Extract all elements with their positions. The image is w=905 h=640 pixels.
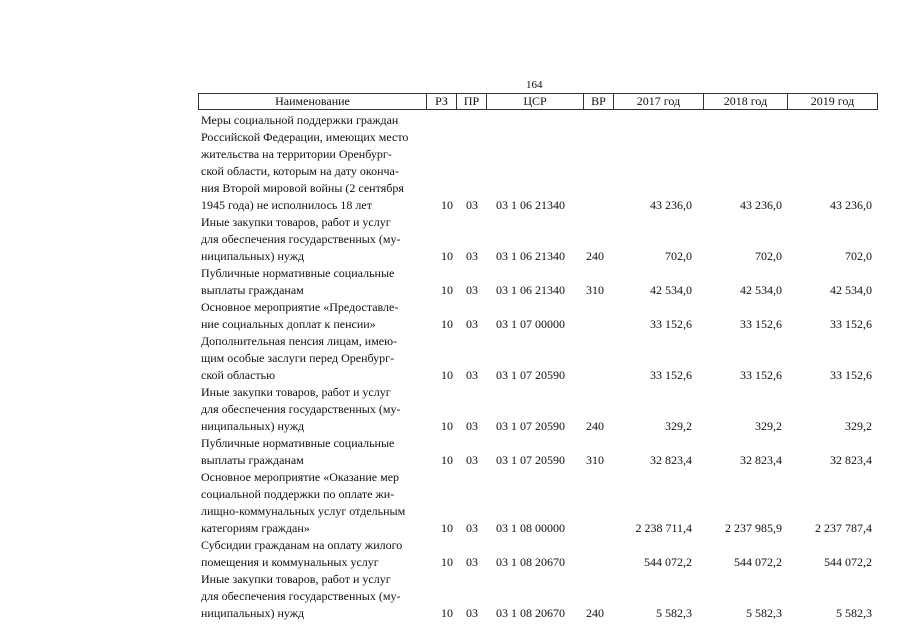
row-name: [201, 384, 427, 435]
header-2019: 2019 год: [810, 94, 855, 108]
row-name: [201, 571, 427, 622]
row-2019: 32 823,4: [830, 453, 872, 467]
row-2017: 33 152,6: [650, 368, 692, 382]
row-2018: 329,2: [755, 419, 782, 433]
row-2018: 2 237 985,9: [725, 521, 782, 535]
row-rz: 10: [441, 249, 453, 263]
row-csr: 03 1 08 20670: [496, 606, 565, 620]
header-name: Наименование: [199, 94, 427, 109]
row-csr: 03 1 06 21340: [496, 283, 565, 297]
row-csr: 03 1 07 20590: [496, 419, 565, 433]
row-name: [201, 214, 427, 265]
row-rz: 10: [441, 198, 453, 212]
row-rz: 10: [441, 521, 453, 535]
row-name-line: категориям граждан»: [201, 521, 310, 535]
row-pr: 03: [466, 555, 478, 569]
row-2017: 32 823,4: [650, 453, 692, 467]
row-2018: 5 582,3: [746, 606, 782, 620]
row-name-line: Иные закупки товаров, работ и услуг: [201, 215, 391, 229]
row-2018: 42 534,0: [740, 283, 782, 297]
row-vr: 310: [586, 283, 604, 297]
header-pr: ПР: [457, 94, 487, 109]
table-row: [0, 112, 905, 214]
row-name-line: ниципальных) нужд: [201, 249, 305, 263]
row-2019: 544 072,2: [824, 555, 872, 569]
row-name-line: Публичные нормативные социальные: [201, 436, 395, 450]
row-name-line: ниципальных) нужд: [201, 606, 305, 620]
row-2019: 43 236,0: [830, 198, 872, 212]
row-csr: 03 1 08 20670: [496, 555, 565, 569]
table-row: [0, 571, 905, 622]
row-name-line: выплаты гражданам: [201, 283, 304, 297]
header-csr: ЦСР: [487, 94, 584, 109]
row-2017: 702,0: [665, 249, 692, 263]
row-csr: 03 1 07 00000: [496, 317, 565, 331]
row-2017: 43 236,0: [650, 198, 692, 212]
header-rz: РЗ: [427, 94, 457, 109]
row-name-line: для обеспечения государственных (му-: [201, 232, 401, 246]
row-name: [201, 299, 427, 333]
row-name-line: Иные закупки товаров, работ и услуг: [201, 572, 391, 586]
table-row: [0, 265, 905, 299]
row-pr: 03: [466, 419, 478, 433]
row-name: [201, 333, 427, 384]
row-name-line: ние социальных доплат к пенсии»: [201, 317, 376, 331]
row-2019: 329,2: [845, 419, 872, 433]
row-2018: 702,0: [755, 249, 782, 263]
row-2017: 33 152,6: [650, 317, 692, 331]
row-pr: 03: [466, 283, 478, 297]
row-2017: 544 072,2: [644, 555, 692, 569]
row-vr: 240: [586, 249, 604, 263]
row-name-line: Основное мероприятие «Оказание мер: [201, 470, 400, 484]
row-name-line: ской области, которым на дату оконча-: [201, 164, 399, 178]
row-name-line: ской областью: [201, 368, 276, 382]
row-pr: 03: [466, 521, 478, 535]
table-row: [0, 299, 905, 333]
row-2017: 42 534,0: [650, 283, 692, 297]
row-vr: 240: [586, 606, 604, 620]
row-name: [201, 435, 427, 469]
row-pr: 03: [466, 453, 478, 467]
row-rz: 10: [441, 555, 453, 569]
row-2017: 2 238 711,4: [635, 521, 692, 535]
row-rz: 10: [441, 606, 453, 620]
row-rz: 10: [441, 317, 453, 331]
row-2017: 329,2: [665, 419, 692, 433]
row-2019: 42 534,0: [830, 283, 872, 297]
row-name-line: лищно-коммунальных услуг отдельным: [201, 504, 406, 518]
header-2018: 2018 год: [704, 94, 788, 109]
row-name-line: 1945 года) не исполнилось 18 лет: [201, 198, 372, 212]
row-name: [201, 469, 427, 537]
row-name-line: жительства на территории Оренбург-: [201, 147, 392, 161]
row-name-line: ниципальных) нужд: [201, 419, 305, 433]
row-pr: 03: [466, 198, 478, 212]
row-rz: 10: [441, 368, 453, 382]
table-row: [0, 333, 905, 384]
row-name-line: Российской Федерации, имеющих место: [201, 130, 409, 144]
row-2019: 702,0: [845, 249, 872, 263]
row-name: [201, 112, 427, 214]
row-name-line: социальной поддержки по оплате жи-: [201, 487, 395, 501]
row-name-line: Субсидии гражданам на оплату жилого: [201, 538, 403, 552]
table-row: [0, 214, 905, 265]
row-rz: 10: [441, 419, 453, 433]
row-2018: 32 823,4: [740, 453, 782, 467]
row-name-line: ния Второй мировой войны (2 сентября: [201, 181, 404, 195]
row-name-line: для обеспечения государственных (му-: [201, 402, 401, 416]
row-name-line: помещения и коммунальных услуг: [201, 555, 379, 569]
row-name: [201, 265, 427, 299]
row-rz: 10: [441, 453, 453, 467]
table-row: [0, 469, 905, 537]
row-csr: 03 1 06 21340: [496, 198, 565, 212]
row-name: [201, 537, 427, 571]
row-2019: 33 152,6: [830, 317, 872, 331]
row-pr: 03: [466, 368, 478, 382]
header-2017: 2017 год: [614, 94, 704, 109]
row-csr: 03 1 06 21340: [496, 249, 565, 263]
row-name-line: для обеспечения государственных (му-: [201, 589, 401, 603]
row-csr: 03 1 08 00000: [496, 521, 565, 535]
page-number: 164: [526, 79, 543, 91]
row-pr: 03: [466, 317, 478, 331]
row-csr: 03 1 07 20590: [496, 453, 565, 467]
row-name-line: Публичные нормативные социальные: [201, 266, 395, 280]
row-2018: 43 236,0: [740, 198, 782, 212]
row-2018: 33 152,6: [740, 317, 782, 331]
row-2019: 5 582,3: [836, 606, 872, 620]
row-name-line: щим особые заслуги перед Оренбург-: [201, 351, 395, 365]
row-2017: 5 582,3: [656, 606, 692, 620]
row-2019: 33 152,6: [830, 368, 872, 382]
row-name-line: выплаты гражданам: [201, 453, 304, 467]
row-vr: 310: [586, 453, 604, 467]
row-csr: 03 1 07 20590: [496, 368, 565, 382]
row-2019: 2 237 787,4: [815, 521, 872, 535]
row-name-line: Иные закупки товаров, работ и услуг: [201, 385, 391, 399]
row-2018: 33 152,6: [740, 368, 782, 382]
row-name-line: Меры социальной поддержки граждан: [201, 113, 399, 127]
row-name-line: Дополнительная пенсия лицам, имею-: [201, 334, 398, 348]
row-2018: 544 072,2: [734, 555, 782, 569]
table-row: [0, 435, 905, 469]
header-vr: ВР: [584, 94, 614, 109]
row-vr: 240: [586, 419, 604, 433]
table-row: [0, 537, 905, 571]
table-header: [198, 93, 878, 110]
row-name-line: Основное мероприятие «Предоставле-: [201, 300, 399, 314]
row-pr: 03: [466, 249, 478, 263]
row-rz: 10: [441, 283, 453, 297]
row-pr: 03: [466, 606, 478, 620]
table-row: [0, 384, 905, 435]
